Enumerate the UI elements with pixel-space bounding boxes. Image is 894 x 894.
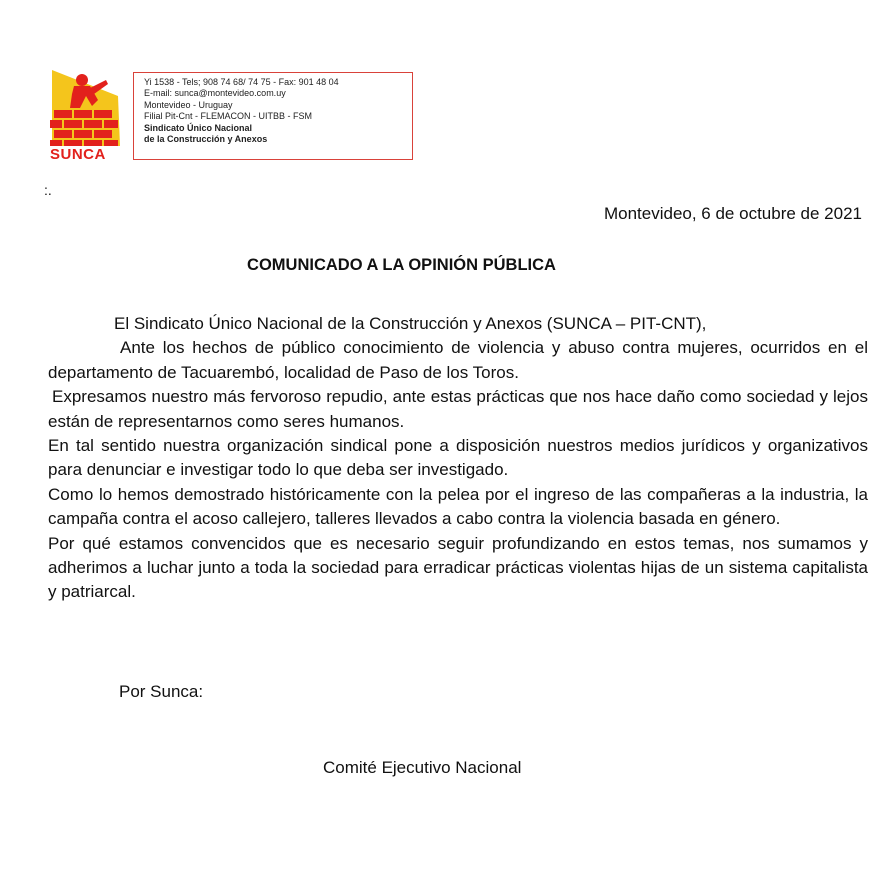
paragraph-intro: El Sindicato Único Nacional de la Construcción y Anexos (SUNCA – PIT-CNT), bbox=[114, 314, 707, 333]
document-body bbox=[48, 312, 868, 605]
document-date: Montevideo, 6 de octubre de 2021 bbox=[603, 204, 862, 223]
signature: Comité Ejecutivo Nacional bbox=[323, 758, 522, 777]
org-name-line-2: de la Construcción y Anexos bbox=[144, 134, 268, 145]
info-line-address: Yi 1538 - Tels; 908 74 68/ 74 75 - Fax: 901 48 04 bbox=[144, 77, 339, 87]
org-name-line-1: Sindicato Único Nacional bbox=[144, 122, 253, 133]
paragraph-resources: En tal sentido nuestra organización sindical pone a disposición nuestros medios jurídicos y organizativos para denunciar e investigar todo lo que deba ser investigado. bbox=[48, 436, 868, 480]
info-line-email: E-mail: sunca@montevideo.com.uy bbox=[144, 88, 286, 99]
info-line-affiliation: Filial Pit-Cnt - FLEMACON - UITBB - FSM bbox=[144, 111, 313, 122]
paragraph-commitment: Por qué estamos convencidos que es necesario seguir profundizando en estos temas, nos sumamos y adherimos a luchar junto a toda la sociedad para erradicar prácticas violentas hijas de un sistema capitalista y patriarcal. bbox=[48, 533, 868, 602]
info-line-city: Montevideo - Uruguay bbox=[144, 99, 233, 110]
paragraph-repudiation: Expresamos nuestro más fervoroso repudio, ante estas prácticas que nos hace daño como sociedad y lejos están de representarnos como seres humanos. bbox=[48, 387, 868, 431]
contact-info-box bbox=[133, 72, 413, 160]
document-title: COMUNICADO A LA OPINIÓN PÚBLICA bbox=[247, 256, 556, 274]
section-marker: :. bbox=[44, 182, 52, 198]
paragraph-history: Como lo hemos demostrado históricamente con la pelea por el ingreso de las compañeras a la industria, la campaña contra el acoso callejero, talleres llevados a cabo contra la violencia basada en género. bbox=[48, 484, 868, 529]
logo-wordmark: SUNCA bbox=[50, 146, 106, 163]
paragraph-facts: Ante los hechos de público conocimiento de violencia y abuso contra mujeres, ocurridos en el departamento de Tacuarembó, localidad de Paso de los Toros. bbox=[48, 338, 868, 382]
signoff: Por Sunca: bbox=[119, 682, 204, 701]
